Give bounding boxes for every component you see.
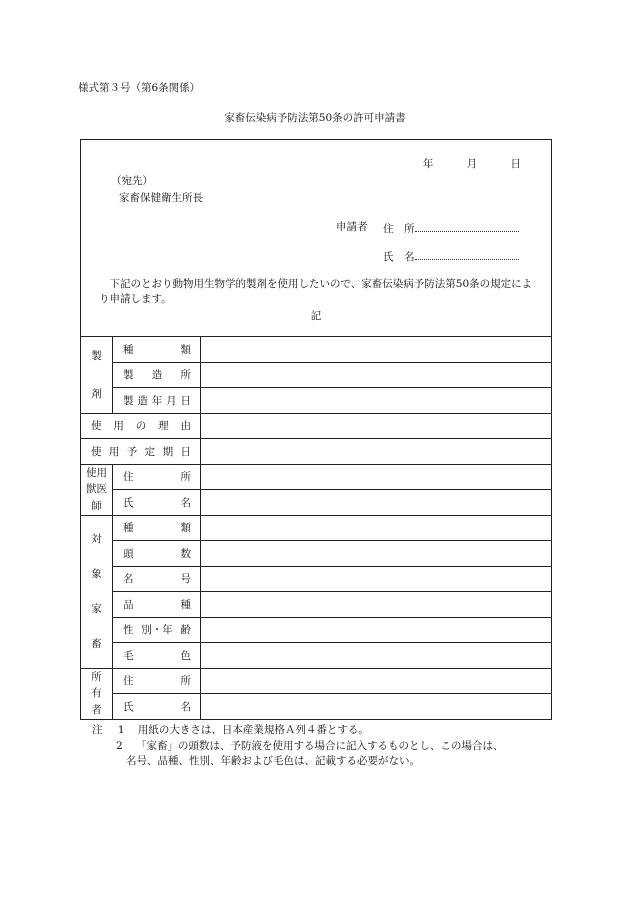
table-row bbox=[81, 566, 552, 592]
seizai-group-label: 製 剤 bbox=[81, 337, 113, 414]
name-label: 氏 名 bbox=[383, 251, 415, 263]
address-label: 住 所 bbox=[383, 223, 415, 235]
animal-name-input[interactable] bbox=[201, 566, 552, 592]
table-row bbox=[81, 337, 552, 363]
manufacturer-input[interactable] bbox=[201, 362, 552, 388]
table-row bbox=[81, 592, 552, 618]
applicant-address-field[interactable] bbox=[383, 219, 519, 236]
applicant-label: 申請者 bbox=[336, 221, 368, 233]
application-header-box bbox=[80, 139, 552, 337]
animal-name-label: 名 号 bbox=[123, 573, 191, 586]
form-number: 様式第３号（第6条関係） bbox=[78, 82, 201, 94]
application-table bbox=[80, 336, 552, 720]
note-1-number: 1 bbox=[117, 724, 125, 736]
table-row bbox=[81, 362, 552, 388]
livestock-group-label: 対 象 家 畜 bbox=[81, 515, 113, 668]
vet-name-input[interactable] bbox=[201, 490, 552, 516]
addressee-name: 家畜保健衛生所長 bbox=[119, 192, 203, 204]
note-prefix: 注 bbox=[92, 724, 103, 736]
vet-address-input[interactable] bbox=[201, 464, 552, 490]
table-row bbox=[81, 413, 552, 439]
manufacture-date-input[interactable] bbox=[201, 388, 552, 414]
addressee-label: （宛先） bbox=[111, 175, 153, 187]
coat-color-label: 毛 色 bbox=[123, 649, 191, 662]
manufacturer-label: 製 造 所 bbox=[123, 369, 191, 382]
table-row bbox=[81, 388, 552, 414]
note-1-text: 用紙の大きさは、日本産業規格Ａ列４番とする。 bbox=[137, 724, 369, 736]
name-blank[interactable] bbox=[415, 247, 519, 260]
owner-name-input[interactable] bbox=[201, 694, 552, 720]
table-row bbox=[81, 643, 552, 669]
owner-address-label: 住 所 bbox=[123, 675, 191, 688]
livestock-type-input[interactable] bbox=[201, 515, 552, 541]
applicant-name-field[interactable] bbox=[383, 247, 519, 264]
owner-group-label: 所 有 者 bbox=[81, 668, 113, 719]
sex-age-label: 性 別・年 齢 bbox=[123, 624, 191, 637]
vet-address-label: 住 所 bbox=[123, 471, 191, 484]
application-statement: 下記のとおり動物用生物学的製剤を使用したいので、家畜伝染病予防法第50条の規定により申請します。 bbox=[99, 278, 533, 305]
usage-reason-label: 使 用 の 理 由 bbox=[91, 420, 191, 433]
address-blank[interactable] bbox=[415, 219, 519, 232]
vet-name-label: 氏 名 bbox=[123, 496, 191, 509]
document-title: 家畜伝染病予防法第50条の許可申請書 bbox=[224, 112, 406, 124]
breed-label: 品 種 bbox=[123, 598, 191, 611]
usage-schedule-input[interactable] bbox=[201, 439, 552, 465]
manufacture-date-label: 製 造 年 月 日 bbox=[123, 394, 191, 407]
day-label: 日 bbox=[510, 158, 521, 170]
date-line bbox=[423, 156, 521, 171]
note-2-text-b: 名号、品種、性別、年齢および毛色は、記載する必要がない。 bbox=[126, 755, 420, 767]
owner-name-label: 氏 名 bbox=[123, 700, 191, 713]
table-row bbox=[81, 617, 552, 643]
note-1 bbox=[92, 722, 369, 737]
livestock-type-label: 種 類 bbox=[123, 522, 191, 535]
ki-label: 記 bbox=[310, 310, 322, 322]
table-row bbox=[81, 541, 552, 567]
usage-reason-input[interactable] bbox=[201, 413, 552, 439]
vet-group-label: 使用 獣医 師 bbox=[81, 464, 113, 515]
head-count-label: 頭 数 bbox=[123, 547, 191, 560]
table-row bbox=[81, 515, 552, 541]
note-2-number: 2 bbox=[116, 740, 123, 752]
breed-input[interactable] bbox=[201, 592, 552, 618]
sex-age-input[interactable] bbox=[201, 617, 552, 643]
year-label: 年 bbox=[422, 158, 434, 170]
table-row bbox=[81, 668, 552, 694]
table-row bbox=[81, 490, 552, 516]
seizai-type-input[interactable] bbox=[201, 337, 552, 363]
table-row bbox=[81, 439, 552, 465]
owner-address-input[interactable] bbox=[201, 668, 552, 694]
month-label: 月 bbox=[466, 158, 478, 170]
coat-color-input[interactable] bbox=[201, 643, 552, 669]
note-2-text-a: 「家畜」の頭数は、予防液を使用する場合に記入するものとし、この場合は、 bbox=[136, 740, 504, 752]
note-2 bbox=[116, 738, 504, 753]
head-count-input[interactable] bbox=[201, 541, 552, 567]
usage-schedule-label: 使 用 予 定 期 日 bbox=[91, 445, 191, 458]
table-row bbox=[81, 464, 552, 490]
seizai-type-label: 種 類 bbox=[123, 343, 191, 356]
table-row bbox=[81, 694, 552, 720]
